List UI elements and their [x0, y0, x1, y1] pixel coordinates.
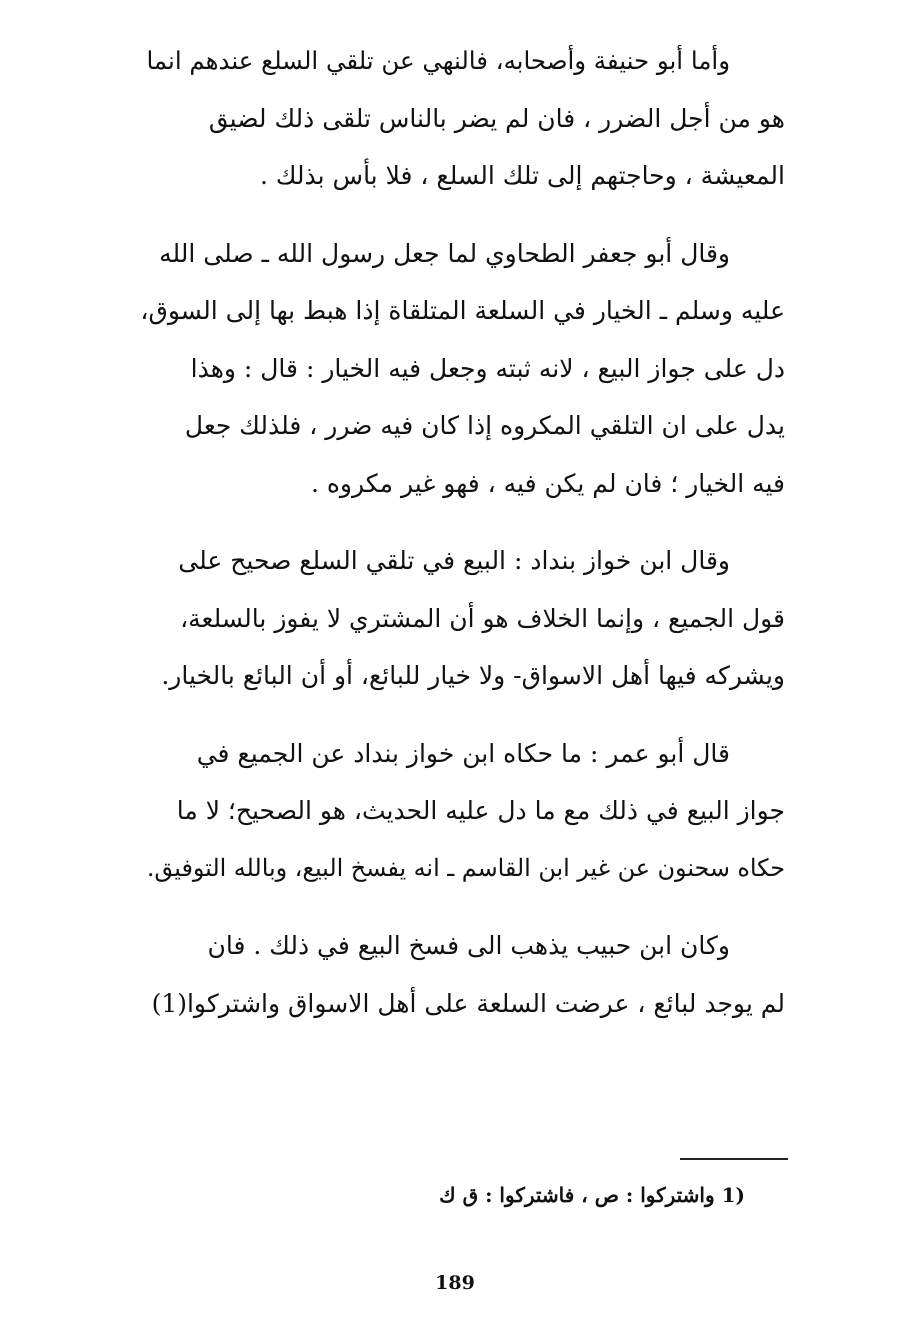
text-line: هو من أجل الضرر ، فان لم يضر بالناس تلقى ذلك لضيق: [208, 103, 785, 133]
footnote: (1 واشتركوا : ص ، فاشتركوا : ق ك: [439, 1183, 745, 1207]
text-line: قال أبو عمر : ما حكاه ابن خواز بنداد عن الجميع في: [196, 738, 730, 768]
paragraph-1: [140, 32, 785, 205]
main-text: [140, 32, 785, 1052]
text-line: دل على جواز البيع ، لانه ثبته وجعل فيه الخيار : قال : وهذا: [190, 353, 785, 383]
text-line: عليه وسلم ـ الخيار في السلعة المتلقاة إذا هبط بها إلى السوق،: [140, 296, 785, 325]
text-line: وكان ابن حبيب يذهب الى فسخ البيع في ذلك . فان: [207, 931, 730, 960]
text-line: فيه الخيار ؛ فان لم يكن فيه ، فهو غير مكروه .: [310, 468, 785, 498]
text-line: قول الجميع ، وإنما الخلاف هو أن المشتري لا يفوز بالسلعة،: [180, 603, 785, 633]
text-line: وقال أبو جعفر الطحاوي لما جعل رسول الله ـ صلى الله: [159, 238, 730, 268]
paragraph-3: [140, 532, 785, 705]
text-line: جواز البيع في ذلك مع ما دل عليه الحديث، هو الصحيح؛ لا ما: [176, 796, 785, 825]
text-line: حكاه سحنون عن غير ابن القاسم ـ انه يفسخ البيع، وبالله التوفيق.: [146, 853, 785, 882]
paragraph-2: [140, 225, 785, 513]
page-number: 189: [435, 1272, 475, 1294]
text-line: يدل على ان التلقي المكروه إذا كان فيه ضرر ، فلذلك جعل: [184, 411, 785, 440]
text-line: وأما أبو حنيفة وأصحابه، فالنهي عن تلقي السلع عندهم انما: [146, 46, 730, 75]
text-line: لم يوجد لبائع ، عرضت السلعة على أهل الاسواق واشتركوا(1): [151, 988, 785, 1018]
paragraph-5: [140, 917, 785, 1032]
text-line: المعيشة ، وحاجتهم إلى تلك السلع ، فلا بأس بذلك .: [259, 161, 785, 190]
footnote-divider: [680, 1158, 788, 1160]
paragraph-4: [140, 725, 785, 898]
text-line: وقال ابن خواز بنداد : البيع في تلقي السلع صحيح على: [178, 546, 730, 575]
text-line: ويشركه فيها أهل الاسواق- ولا خيار للبائع، أو أن البائع بالخيار.: [161, 661, 785, 690]
